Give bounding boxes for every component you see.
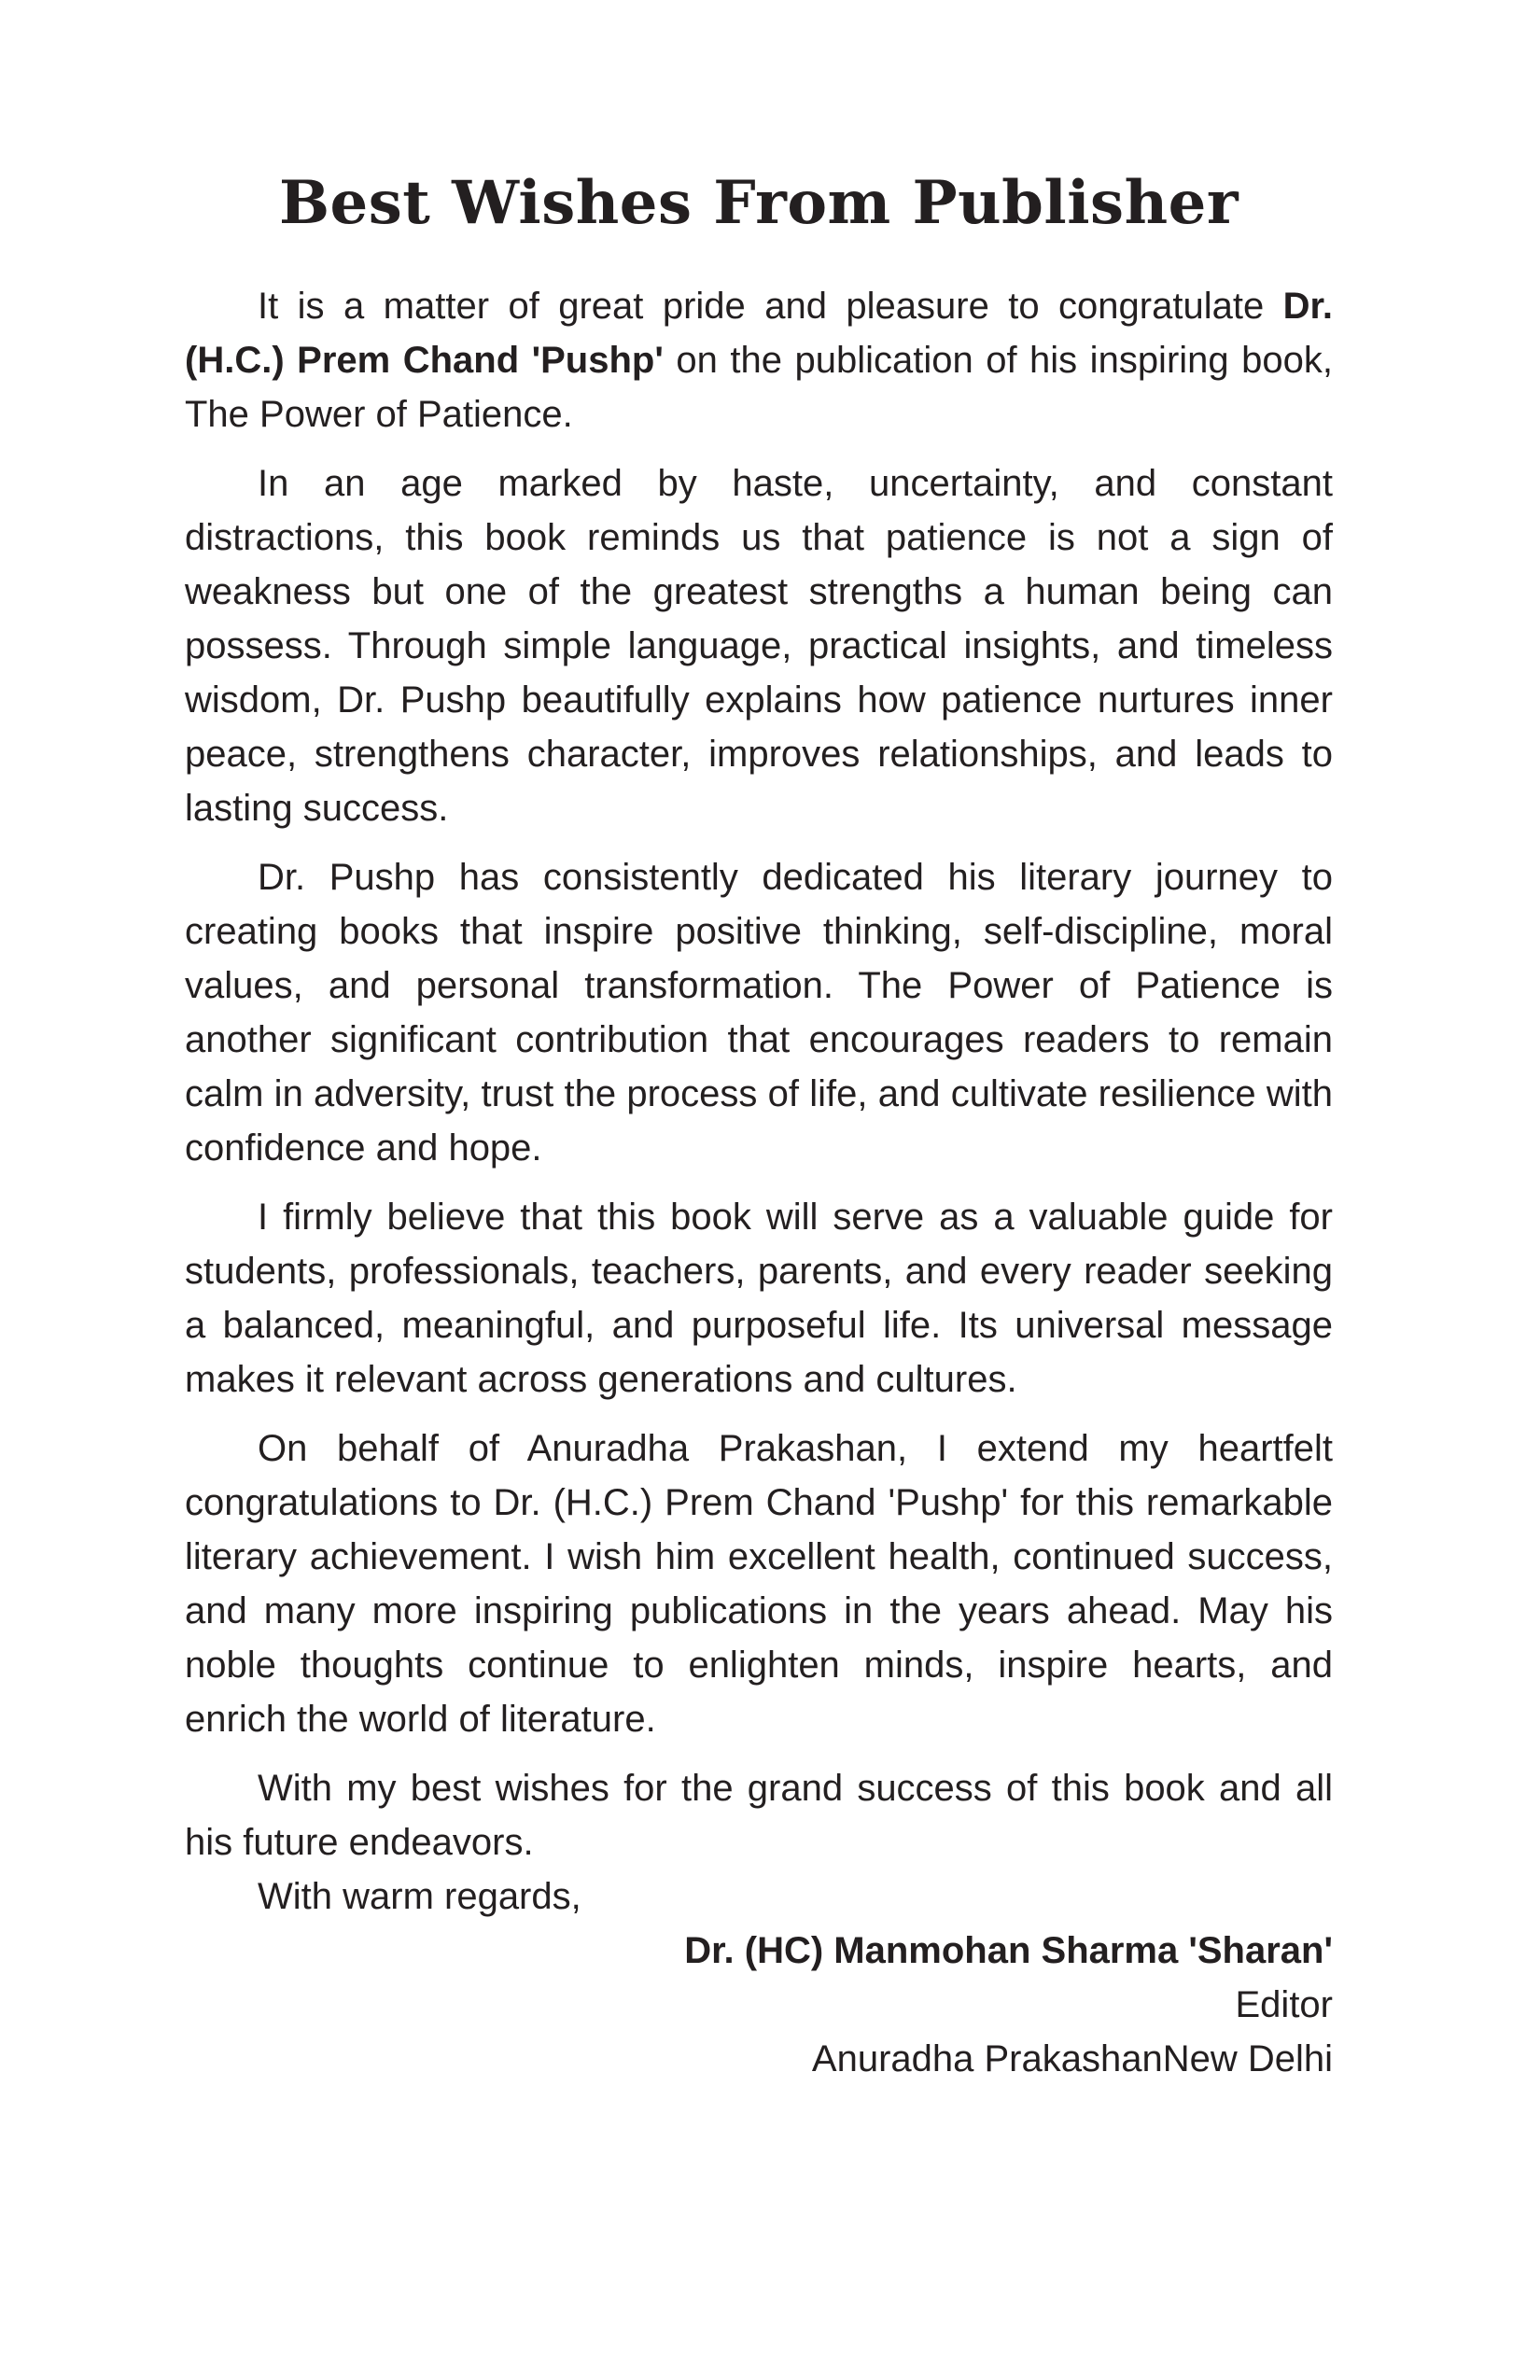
paragraph-1-text-end: on the publication of his inspiring book, The Power of Patience. bbox=[185, 340, 1333, 435]
paragraph-1 bbox=[185, 279, 1333, 441]
signature-organization: Anuradha PrakashanNew Delhi bbox=[811, 2038, 1333, 2079]
signature-name: Dr. (HC) Manmohan Sharma 'Sharan' bbox=[684, 1930, 1333, 1971]
signature-role: Editor bbox=[1235, 1984, 1333, 2025]
paragraph-1-text-start: It is a matter of great pride and pleasure to congratulate bbox=[258, 286, 1283, 327]
closing-line: With warm regards, bbox=[258, 1876, 581, 1917]
paragraph-5: On behalf of Anuradha Prakashan, I extend my heartfelt congratulations to Dr. (H.C.) Prem Chand 'Pushp' for this remarkable literary achievement. I wish him excellent health, continued success, and many more inspiring publications in the years ahead. May his noble thoughts continue to enlighten minds, inspire hearts, and enrich the world of literature. bbox=[185, 1428, 1333, 1740]
page-title: Best Wishes From Publisher bbox=[278, 168, 1239, 238]
paragraph-4: I firmly believe that this book will serve as a valuable guide for students, professionals, teachers, parents, and every reader seeking a balanced, meaningful, and purposeful life. Its universal message makes it relevant across generations and cultures. bbox=[185, 1197, 1333, 1400]
paragraph-2: In an age marked by haste, uncertainty, and constant distractions, this book reminds us that patience is not a sign of weakness but one of the greatest strengths a human being can possess. Through simple language, practical insights, and timeless wisdom, Dr. Pushp beautifully explains how patience nurtures inner peace, strengthens character, improves relationships, and leads to lasting success. bbox=[185, 463, 1333, 829]
author-name-bold: Dr. (H.C.) Prem Chand 'Pushp' bbox=[185, 286, 1333, 381]
paragraph-3: Dr. Pushp has consistently dedicated his literary journey to creating books that inspire positive thinking, self-discipline, moral values, and personal transformation. The Power of Patience is another significant contribution that encourages readers to remain calm in adversity, trust the process of life, and cultivate resilience with confidence and hope. bbox=[185, 857, 1333, 1169]
paragraph-6: With my best wishes for the grand success of this book and all his future endeavors. bbox=[185, 1768, 1333, 1863]
document-page bbox=[185, 168, 1333, 2086]
